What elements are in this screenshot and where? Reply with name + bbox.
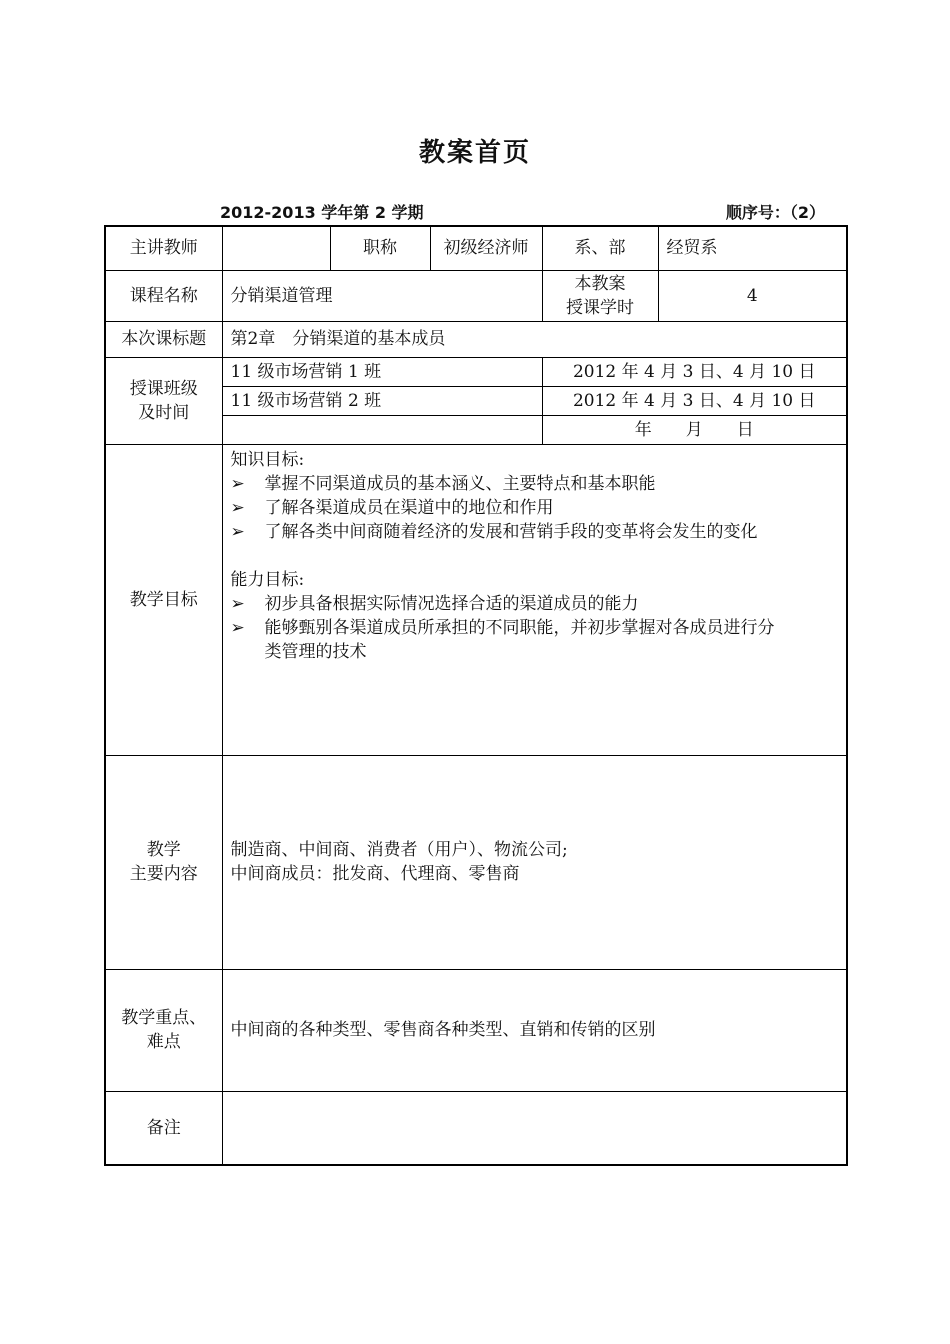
spacer [231,544,839,568]
hours-value: 4 [658,270,847,321]
class-time: 年 月 日 [542,415,847,444]
ability-item: ➢ 能够甄别各渠道成员所承担的不同职能，并初步掌握对各成员进行分 [230,617,775,638]
row-goals [105,444,847,755]
class-label [105,357,222,444]
content-line: 制造商、中间商、消费者（用户）、物流公司; [230,840,568,860]
notes-value [222,1091,847,1165]
hours-label [542,270,658,321]
bullet-arrow-icon: ➢ [230,617,245,638]
ability-heading: 能力目标: [230,569,305,590]
knowledge-item: ➢ 掌握不同渠道成员的基本涵义、主要特点和基本职能 [230,473,656,494]
hours-label-line1: 本教案 [574,273,626,294]
teacher-value [222,226,330,270]
rank-label: 职称 [330,226,430,270]
goals-label: 教学目标 [105,444,222,755]
course-label: 课程名称 [105,270,222,321]
class-label-line2: 及时间 [138,402,190,423]
teacher-label: 主讲教师 [105,226,222,270]
class-name: 11 级市场营销 1 班 [222,357,542,386]
course-value: 分销渠道管理 [222,270,542,321]
row-content [105,755,847,969]
row-course [105,270,847,321]
row-teacher [105,226,847,270]
content-label-line2: 主要内容 [129,864,198,884]
content-value [222,755,847,969]
class-label-line1: 授课班级 [129,378,198,399]
ability-item-continued: 类管理的技术 [264,641,367,662]
content-line: 中间商成员：批发商、代理商、零售商 [230,864,520,884]
content-label-line1: 教学 [146,840,181,860]
topic-label: 本次课标题 [105,321,222,357]
topic-value: 第2章 分销渠道的基本成员 [222,321,847,357]
ability-item: ➢ 初步具备根据实际情况选择合适的渠道成员的能力 [230,593,639,614]
class-time: 2012 年 4 月 3 日、4 月 10 日 [542,386,847,415]
bullet-arrow-icon: ➢ [230,497,245,518]
keypoints-label-line1: 教学重点、 [121,1008,207,1028]
dept-label: 系、部 [542,226,658,270]
semester-label: 2012-2013 学年第 2 学期 [220,203,424,222]
bullet-arrow-icon: ➢ [230,473,245,494]
row-keypoints [105,969,847,1091]
bullet-arrow-icon: ➢ [230,593,245,614]
rank-value: 初级经济师 [430,226,542,270]
class-time: 2012 年 4 月 3 日、4 月 10 日 [542,357,847,386]
row-class-1 [105,357,847,386]
hours-label-line2: 授课学时 [566,297,634,318]
keypoints-label [105,969,222,1091]
knowledge-item: ➢ 了解各类中间商随着经济的发展和营销手段的变革将会发生的变化 [230,521,758,542]
sequence-number: 顺序号：（2） [725,203,825,222]
notes-label: 备注 [105,1091,222,1165]
row-notes [105,1091,847,1165]
knowledge-heading: 知识目标: [230,449,305,470]
dept-value: 经贸系 [658,226,847,270]
content-label [105,755,222,969]
class-name: 11 级市场营销 2 班 [222,386,542,415]
row-topic [105,321,847,357]
goals-content [222,444,847,755]
page-title: 教案首页 [418,138,531,168]
class-name [222,415,542,444]
keypoints-value: 中间商的各种类型、零售商各种类型、直销和传销的区别 [222,969,847,1091]
lesson-plan-table [104,225,848,1166]
bullet-arrow-icon: ➢ [230,521,245,542]
keypoints-label-line2: 难点 [146,1032,181,1052]
knowledge-item: ➢ 了解各渠道成员在渠道中的地位和作用 [230,497,554,518]
